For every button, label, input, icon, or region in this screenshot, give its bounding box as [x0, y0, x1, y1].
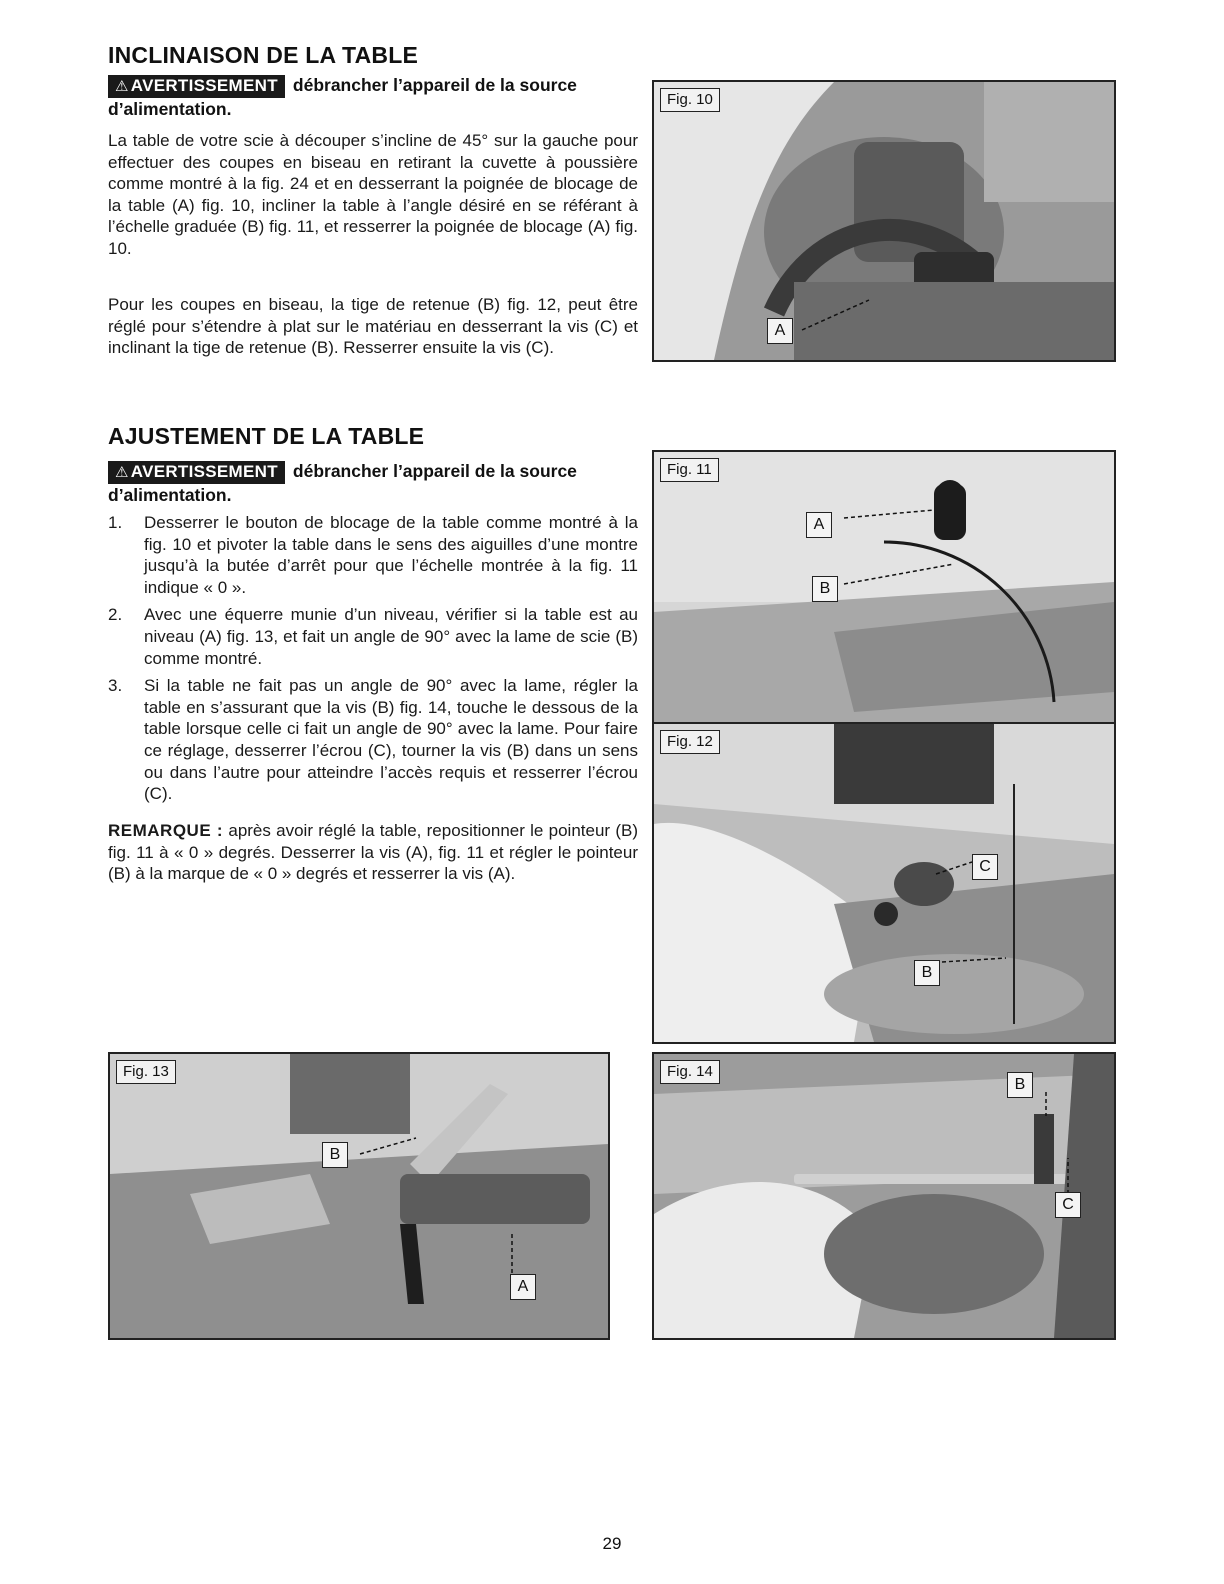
step-text: Avec une équerre munie d’un niveau, vérifier si la table est au niveau (A) fig. 13, et fait un angle de 90° avec la lame de scie (B) comme montré. — [144, 605, 638, 668]
figure-10-callout-a: A — [767, 318, 793, 344]
list-item — [108, 604, 638, 669]
list-item — [108, 512, 638, 598]
figure-11-callout-a: A — [806, 512, 832, 538]
section-title-ajustement: AJUSTEMENT DE LA TABLE — [108, 423, 425, 449]
warning-line-1 — [108, 74, 638, 120]
figure-12-callout-c: C — [972, 854, 998, 880]
warning-badge-label: AVERTISSEMENT — [130, 462, 278, 481]
figure-14-callout-b: B — [1007, 1072, 1033, 1098]
figure-11-photo — [654, 452, 1114, 722]
figure-14 — [652, 1052, 1116, 1340]
figure-11-callout-b: B — [812, 576, 838, 602]
section-title-inclinaison: INCLINAISON DE LA TABLE — [108, 42, 418, 68]
warning-badge — [108, 75, 285, 98]
figure-12-label: Fig. 12 — [660, 730, 720, 754]
figure-10 — [652, 80, 1116, 362]
figure-12 — [652, 722, 1116, 1044]
list-item — [108, 675, 638, 805]
paragraph-2: Pour les coupes en biseau, la tige de retenue (B) fig. 12, peut être réglé pour s’étendre à plat sur le matériau en desserrant la vis (C) et inclinant la tige de retenue (B). Resserrer ensuite la vis (C). — [108, 295, 638, 358]
adjustment-steps — [108, 512, 638, 811]
figure-12-photo — [654, 724, 1114, 1042]
figure-13 — [108, 1052, 610, 1340]
step-text: Si la table ne fait pas un angle de 90° avec la lame, régler la table en s’assurant que la vis (B) fig. 14, touche le dessous de la table lorsque celle ci fait un angle de 90° avec la lame. Pour faire ce réglage, desserrer l’écrou (C), tourner la vis (B) dans un sens ou dans l’autre pour atteindre l’accès requis et resserrer l’écrou (C). — [144, 676, 638, 804]
figure-13-callout-b: B — [322, 1142, 348, 1168]
warning-badge-label: AVERTISSEMENT — [130, 76, 278, 95]
note-text: après avoir réglé la table, repositionner le pointeur (B) fig. 11 à « 0 » degrés. Desserrer la vis (A), fig. 11 et régler le pointeur (B) à la marque de « 0 » degrés et resserrer la vis (A). — [108, 821, 638, 884]
warning-badge — [108, 461, 285, 484]
warning-line-2 — [108, 460, 638, 506]
figure-13-callout-a: A — [510, 1274, 536, 1300]
figure-14-callout-c: C — [1055, 1192, 1081, 1218]
figure-14-label: Fig. 14 — [660, 1060, 720, 1084]
figure-10-photo — [654, 82, 1114, 360]
note-label: REMARQUE : — [108, 821, 224, 840]
page-number: 29 — [602, 1534, 622, 1553]
figure-12-callout-b: B — [914, 960, 940, 986]
warning-triangle-icon: ⚠ — [115, 464, 129, 481]
step-number: 2. — [108, 605, 123, 625]
warning-triangle-icon: ⚠ — [115, 78, 129, 95]
warning-text: débrancher l’appareil de la source d’alimentation. — [108, 461, 577, 505]
figure-13-label: Fig. 13 — [116, 1060, 176, 1084]
figure-11-label: Fig. 11 — [660, 458, 719, 482]
figure-10-label: Fig. 10 — [660, 88, 720, 112]
warning-text: débrancher l’appareil de la source d’alimentation. — [108, 75, 577, 119]
step-number: 1. — [108, 513, 123, 532]
step-text: Desserrer le bouton de blocage de la table comme montré à la fig. 10 et pivoter la table dans le sens des aiguilles d’une montre jusqu’à la butée d’arrêt pour que l’échelle montrée à la fig. 11 indique « 0 ». — [144, 513, 638, 597]
step-number: 3. — [108, 676, 123, 696]
note-paragraph — [108, 820, 638, 885]
figure-11 — [652, 450, 1116, 724]
figure-14-photo — [654, 1054, 1114, 1338]
paragraph-1: La table de votre scie à découper s’incline de 45° sur la gauche pour effectuer des coupes en biseau en retirant la cuvette à poussière comme montré à la fig. 24 et en desserrant la poignée de blocage de la table (A) fig. 10, incliner la table à l’angle désiré en se référant à l’échelle graduée (B) fig. 11, et resserrer la poignée de blocage (A) fig. 10. — [108, 131, 638, 258]
